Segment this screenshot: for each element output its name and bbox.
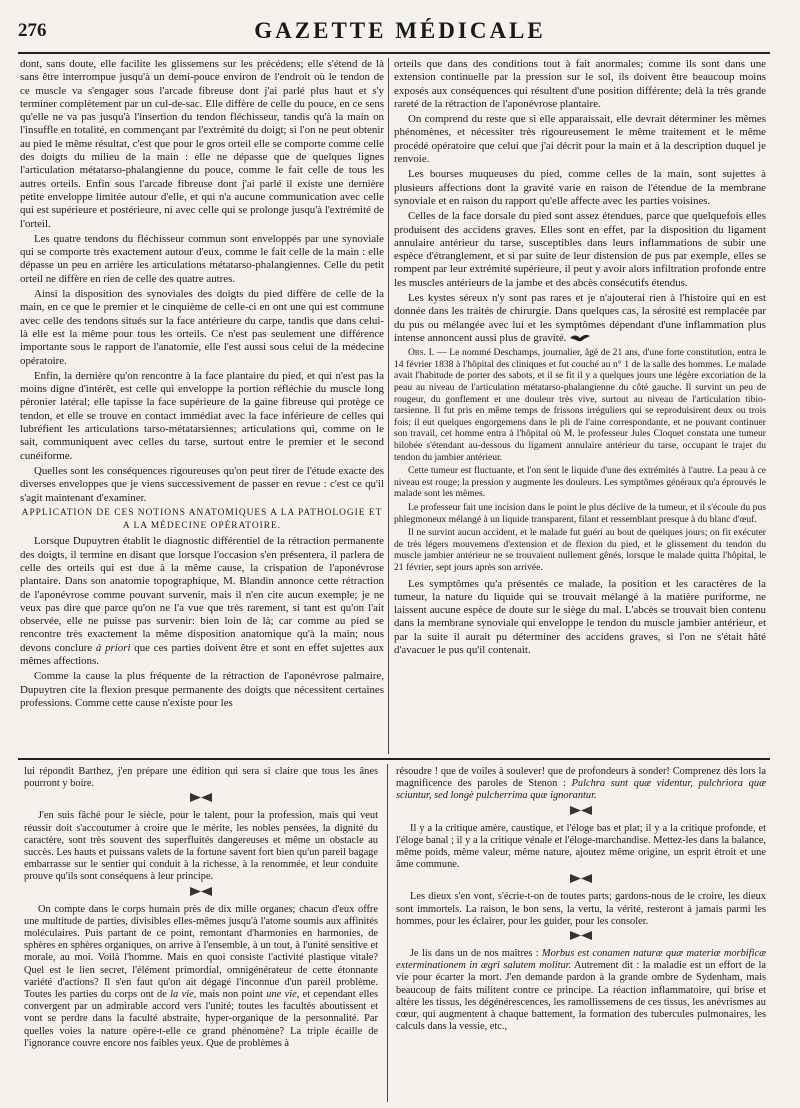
paragraph: Ainsi la disposition des synoviales des doigts du pied diffère de celle de la main, en ce que le premier et le cinquième de celle-ci en ont une qui est commune avec celle des tendons situés sur la face antérieure du carpe, tandis que dans celui-là elle est la même pour tous les orteils. Ce n'est pas seulement une différence importante sous le rapport de l'anatomie, elle l'est aussi sous celui de la médecine opératoire. [20, 288, 384, 367]
paragraph [396, 948, 766, 1033]
bird-fleuron-icon [569, 332, 591, 344]
header-rule [18, 52, 770, 54]
paragraph: On comprend du reste que si elle apparaissait, elle devrait déterminer les mêmes phénomènes, et nécessiter très rigoureusement le même traitement et le même procédé opératoire que celui que j'ai décrit pour la main et à la description duquel je renvoie. [394, 113, 766, 166]
paragraph: Les bourses muqueuses du pied, comme celles de la main, sont sujettes à plusieurs affections dont la gravité varie en raison de l'étendue de la membrane synoviale et en raison du rapport qu'elle affecte avec les parties voisines. [394, 168, 766, 207]
paragraph [20, 535, 384, 668]
italic-text: la vie [170, 989, 194, 1001]
text-run: Lorsque Dupuytren établit le diagnostic différentiel de la rétraction permanente des doigts, il termine en disant que lorsque l'occasion s'en présentera, il parlera de celle des orteils qui est due à la même cause, la crispation de l'aponévrose plantaire. Dans son anatomie topographique, M. Blandin annonce cette rétraction de l'aponévrose comme pouvant survenir, mais il n'en cite aucun exemple; je ne veux pas dire que parce qu'on ne l'a vue que très rarement, si tant est qu'on l'ait observée, elle ne puisse pas survenir: bien loin de là; car comme au pied se rencontre très exactement la même disposition anatomique qu'à la main; nous devons conclure [20, 535, 384, 654]
text-run: que ces parties doivent être et sont en effet sujettes aux mêmes affections. [20, 641, 384, 668]
paragraph: Comme la cause la plus fréquente de la rétraction de l'aponévrose palmaire, Dupuytren cite la flexion presque permanente des doigts que nécessitent certaines professions. Comme cette cause n'existe pour les [20, 670, 384, 709]
bow-ornament-icon [396, 806, 766, 818]
paragraph: Celles de la face dorsale du pied sont assez étendues, parce que quelquefois elles produisent des accidens graves. Elles sont en effet, par la disposition du ligament annulaire antérieur du tarse, susceptibles dans leurs inflammations de subir une espèce d'étranglement, et si par suite de leur distension de pus par exemple, elles se rompent par leur extrémité supérieure, il peut y avoir alors infiltration profonde entre les muscles antérieurs de la jambe et des abcès consécutifs étendus. [394, 210, 766, 289]
paragraph: Le professeur fait une incision dans le point le plus déclive de la tumeur, et il s'écoule du pus phlegmoneux mélangé à un liquide transparent, filant et ressemblant presque à du blanc d'œuf. [394, 501, 766, 525]
bow-ornament-icon [396, 874, 766, 886]
italic-text: Pulchra sunt quæ videntur, pulchriora quæ sciuntur, sed longè pulcherrima quæ ignorantur. [396, 778, 766, 802]
section-heading: APPLICATION DE CES NOTIONS ANATOMIQUES A LA PATHOLOGIE ET A LA MÉDECINE OPÉRATOIRE. [21, 507, 383, 532]
italic-text: une vie [266, 989, 297, 1001]
paragraph: Il ne survint aucun accident, et le malade fut guéri au bout de quelques jours; on fit exécuter de très légers mouvemens d'extension et de flexion du pied, et le glissement du tendon du muscle jambier antérieur ne se trouvaient nullement gênés, lorsque le malade quitta l'hôpital, le 21 février, sept jours après son arrivée. [394, 527, 766, 573]
paragraph: Cette tumeur est fluctuante, et l'on sent le liquide d'une des extrémités à l'autre. La peau à ce niveau est rouge; la pression y augmente les douleurs. Les symptômes généraux qu'a éprouvés le malade sont les mêmes. [394, 465, 766, 500]
italic-text: Morbus est conamen naturæ quæ materiæ morbificæ exterminationem in ægri salutem molitur. [396, 948, 766, 972]
text-run: Autrement dit : la maladie est un effort de la vie pour écarter la mort. J'en demande pardon à la grande ombre de Sydenham, mais beaucoup de faits militent contre ce principe. La réaction inflammatoire, qui brise et altère les tissus, les dégénérescences, les ramollissemens de ces tissus, les anévrismes au cœur, qui augmentent à chaque battement, la formation des tubercules pulmonaires, les calculs dans la vessie, etc., [396, 960, 766, 1033]
text-run: résoudre ! que de voiles à soulever! que de profondeurs à sonder! Comprenez dès lors la magnificence des paroles de Stenon : [396, 766, 766, 790]
bow-ornament-icon [24, 793, 378, 805]
paragraph [396, 766, 766, 803]
feuilleton-column-left [24, 766, 378, 1100]
feuilleton-column-right [396, 766, 766, 1100]
text-run: , mais non point [193, 989, 267, 1001]
article-column-right [394, 58, 766, 752]
italic-text: à priori [95, 641, 131, 654]
paragraph: Enfin, la dernière qu'on rencontre à la face plantaire du pied, et qui n'est pas la moins digne d'intérêt, est celle qui enveloppe la portion réfléchie du muscle long péronier latéral; elle tapisse la face supérieure de la gaine fibreuse qui protège ce tendon, et elle se trouve en contact immédiat avec la face inférieure de celles qui lubréfient les articulations tarso-métatarsiennes; articulations qui, comme on le sait, communiquent avec celles du tarse, surtout entre le premier et le second cunéiforme. [20, 369, 384, 462]
paragraph [394, 347, 766, 463]
text-run: , et cependant elles convergent par un admirable accord vers l'unité; toutes les facultés aboutissent et vont se perdre dans la faculté abstraite, hyper-organique de la personnalité. Par quelles voies la nature opère-t-elle ce grand phénomène? La triple écaille de l'ignorance couvre encore nos faibles yeux. Que de problèmes à [24, 989, 378, 1049]
paragraph: Les dieux s'en vont, s'écrie-t-on de toutes parts; gardons-nous de le croire, les dieux sont immortels. La raison, le bon sens, la vertu, la vérité, resteront à jamais parmi les hommes, pour les éclairer, pour les guider, pour les consoler. [396, 891, 766, 927]
case-observation [394, 347, 766, 573]
page-title: GAZETTE MÉDICALE [254, 18, 546, 43]
feuilleton-rule [18, 758, 770, 760]
paragraph [394, 292, 766, 345]
text-run: On compte dans le corps humain près de dix mille organes; chacun d'eux offre une multitude de parties, divisibles elles-mêmes jusqu'à l'atome soumis aux affinités moléculaires. Puis partant de ce point, remontant d'harmonies en harmonies, de sphères en sphères organiques, on arrive à l'ensemble, à un tout, à l'unité sensitive et morale, au moi. Voilà l'homme. Mais en quoi consiste l'activité plastique vitale? Quel est le lien secret, l'élément primordial, omnigénérateur de cette étonnante variété d'actions? Il s'en faut qu'on ait dégagé l'inconnue d'un pareil problème. Toutes les parties du corps ont de [24, 903, 378, 1001]
paragraph: Il y a la critique amère, caustique, et l'éloge bas et plat; il y a la critique profonde, et l'éloge banal ; il y a la critique vénale et l'éloge-marchandise. Mettez-les dans la balance, même poids, même valeur, même nature, ajoutez même origine, un esprit étroit et une âme commune. [396, 822, 766, 871]
paragraph: orteils que dans des conditions tout à fait anormales; comme ils sont dans une extension continuelle par la pression sur le sol, ils doivent être beaucoup moins exposés aux conséquences qui résultent d'une position différente; delà la très grande rareté de la rétraction de l'aponévrose plantaire. [394, 58, 766, 110]
paragraph: dont, sans doute, elle facilite les glissemens sur les précédens; elle s'étend de là sans être interrompue jusqu'à un demi-pouce environ de l'endroit où le tendon de ce muscle va s'engager sous l'arcade fibreuse dont j'ai parlé plus haut et s'y terminer complètement par un cul-de-sac. Elle diffère de celle du pouce, en ce sens qu'elle ne va pas jusqu'à l'insertion du tendon fléchisseur, tandis qu'à la main on l'insuffle en totalité, en commençant par l'extrémité du doigt; si l'on ne peut obtenir au pied le même résultat, c'est que pour le gros orteil elle se comporte comme celle des doigts du milieu de la main : elle ne dépasse que de quelques lignes l'articulation métatarso-phalangienne du pouce, comme le fait celle de tous les autres orteils. Enfin sous l'arcade fibreuse dont j'ai parlé il existe une dernière petite enveloppe limitée autour d'elle, et qui n'a aucune communication avec celle qui est supérieure et postérieure, ni avec celle qui se prolonge jusqu'à l'extrémité de l'orteil. [20, 58, 384, 230]
bow-ornament-icon [24, 887, 378, 899]
paragraph: Les quatre tendons du fléchisseur commun sont enveloppés par une synoviale qui se comporte très exactement autour d'eux, comme le fait celle de la main : elle dépasse un peu en arrière les articulations métatarso-phalangiennes. Celle du petit orteil ne diffère en rien de celle des quatre autres. [20, 232, 384, 285]
text-run: Je lis dans un de nos maîtres : [410, 948, 542, 960]
paragraph: J'en suis fâché pour le siècle, pour le talent, pour la profession, mais qui veut réussir doit s'accoutumer à croire que le mérite, les nobles pensées, la dignité du caractère, sont très souvent des superfluités dangereuses et même un obstacle au succès. Les hauts et puissans valets de la fortune savent fort bien qu'un pareil bagage embarrasse sur le sentier qui conduit à la richesse, à la renommée, et leur conduite prouve qu'ils sont conséquens à leur principe. [24, 810, 378, 883]
text-run: — Le nommé Deschamps, journalier, âgé de 21 ans, d'une forte constitution, entra le 14 février 1838 à l'hôpital des cliniques et fut couché au n° 1 de la salle des hommes. Le malade avait l'habitude de porter des sabots, et il se fit il y a quelques jours une légère excoriation de la peau au niveau de l'articulation métatarso-phalangienne du côté gauche. Il survint un peu de rougeur, du gonflement et une douleur très vive, surtout au niveau de l'articulation tibio-tarsienne. Il fut pris en même temps de frissons irréguliers qui se reproduisirent deux ou trois fois; il eut quelques engorgemens dans le pli de l'aine correspondante, et ne pouvant continuer son travail, cet homme entra à l'hôpital où M. le professeur Jules Cloquet constata une tumeur bilobée s'étendant au-dessous du ligament annulaire antérieur du tarse, occupant le trajet du tendon du jambier antérieur. [394, 347, 766, 463]
page-number: 276 [18, 20, 47, 41]
paragraph [24, 904, 378, 1050]
paragraph: Les symptômes qu'a présentés ce malade, la position et les caractères de la tumeur, la nature du liquide qui se trouvait mélangé à la matière puriforme, ne laissent aucune espèce de doute sur le siège du mal. L'abcès se trouvait bien contenu dans la membrane synoviale qui enveloppe le tendon du muscle jambier antérieur, et par la suite il aurait pu déterminer des accidens graves, si l'on ne s'était hâté d'avacuer le pus qu'il contenait. [394, 577, 766, 656]
paragraph: lui répondit Barthez, j'en prépare une édition qui sera si claire que tous les ânes pourront y boire. [24, 766, 378, 790]
paragraph: Quelles sont les conséquences rigoureuses qu'on peut tirer de l'étude exacte des diverses enveloppes que je viens successivement de passer en revue : c'est ce qu'il s'agit maintenant d'examiner. [20, 464, 384, 504]
column-divider-top [388, 58, 389, 754]
text-run: Les kystes séreux n'y sont pas rares et je n'ajouterai rien à l'histoire qui en est donnée dans les traités de chirurgie. Dans quelques cas, la sérosité est remplacée par du pus ou mélangée avec lui et les symptômes dépendant d'une inflammation plus intense annoncent aussi plus de gravité. [394, 292, 766, 344]
observation-label: Obs. I. [408, 347, 435, 359]
column-divider-bottom [387, 764, 388, 1102]
bow-ornament-icon [396, 931, 766, 943]
article-column-left [20, 58, 384, 752]
